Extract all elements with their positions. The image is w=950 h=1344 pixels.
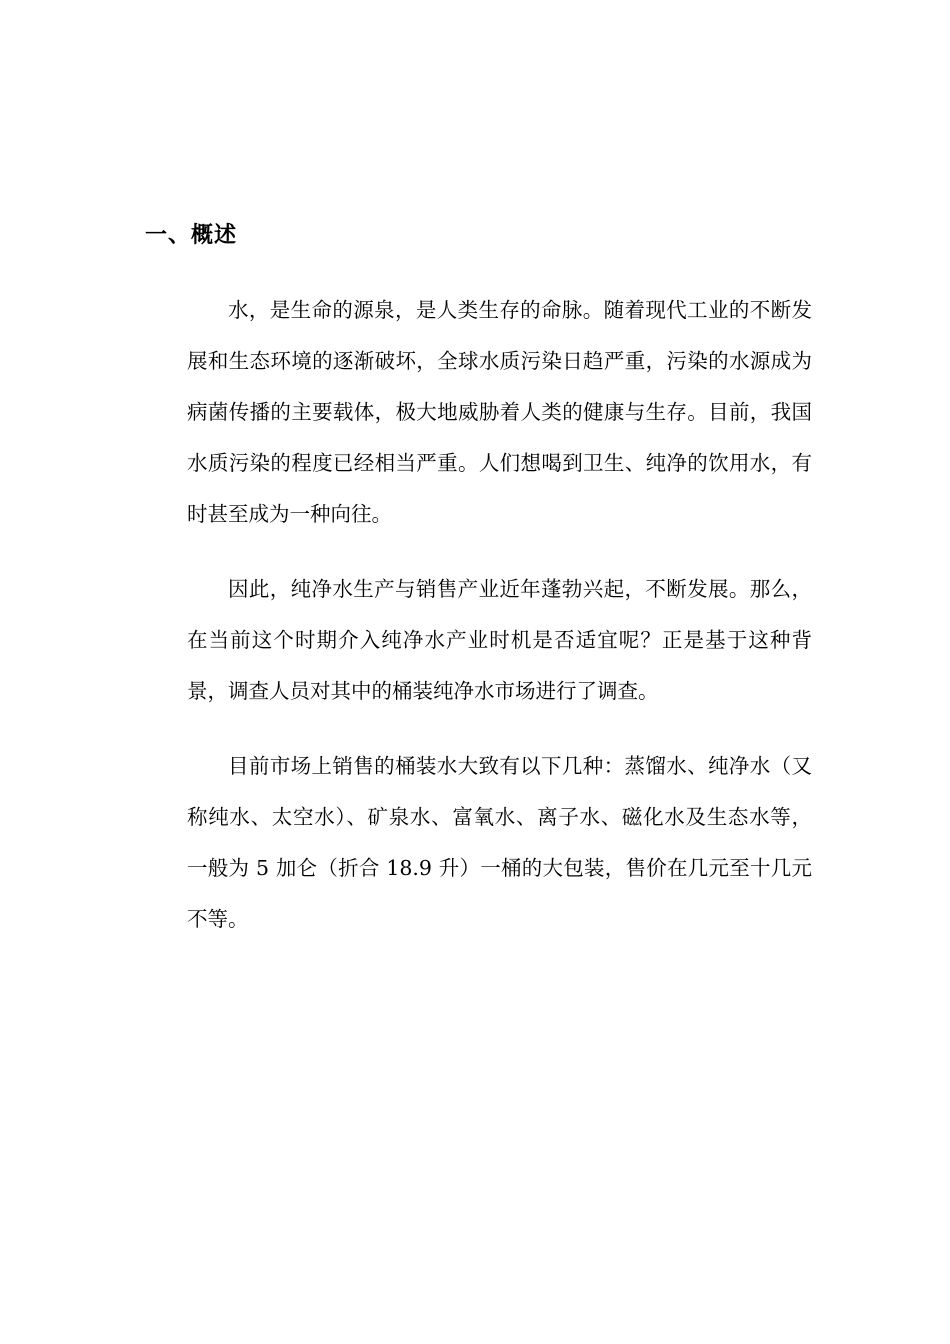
section-heading: 一、概述 bbox=[145, 223, 238, 248]
paragraph-3: 目前市场上销售的桶装水大致有以下几种：蒸馏水、纯净水（又称纯水、太空水）、矿泉水、富氧水、离子水、磁化水及生态水等，一般为 5 加仑（折合 18.9 升）一桶的大包装，售价在几元至十几元不等。 bbox=[187, 754, 812, 931]
paragraph-1: 水，是生命的源泉，是人类生存的命脉。随着现代工业的不断发展和生态环境的逐渐破坏，全球水质污染日趋严重，污染的水源成为病菌传播的主要载体，极大地威胁着人类的健康与生存。目前，我国水质污染的程度已经相当严重。人们想喝到卫生、纯净的饮用水，有时甚至成为一种向往。 bbox=[187, 298, 812, 526]
paragraph-2: 因此，纯净水生产与销售产业近年蓬勃兴起，不断发展。那么，在当前这个时期介入纯净水产业时机是否适宜呢？正是基于这种背景，调查人员对其中的桶装纯净水市场进行了调查。 bbox=[187, 577, 812, 703]
section-body bbox=[187, 285, 812, 969]
